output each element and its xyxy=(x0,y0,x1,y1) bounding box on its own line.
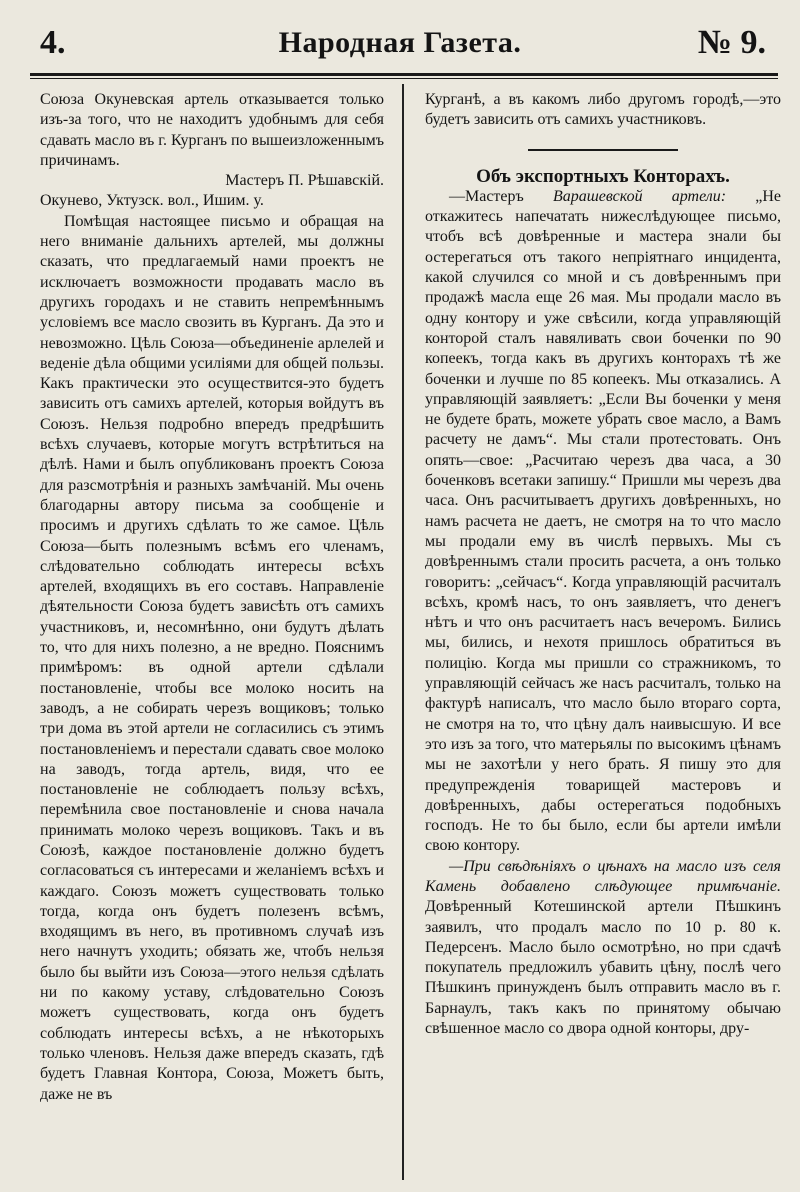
letter-paragraph xyxy=(425,187,781,857)
note-body: Довѣренный Котешинской артели Пѣшкинъ заявилъ, что продалъ масло по 10 р. 80 к. Педерсенъ. Масло было осмотрѣно, но при сдачѣ покупатель предложилъ убавить цѣну, послѣ чего Пѣшкинъ принужденъ былъ отправить масло въ г. Барнаулъ, такъ какъ по принятому обычаю свѣшенное масло со двора одной конторы, дру- xyxy=(425,898,781,1038)
column-divider xyxy=(402,84,404,1180)
letter-ending: Союза Окуневская артель отказывается только изъ-за того, что не находитъ удобнымъ для себя сдавать масло въ г. Курганъ по вышеизложеннымъ причинамъ. xyxy=(40,91,384,169)
section-title: Объ экспортныхъ Конторахъ. xyxy=(476,165,730,187)
letter-author: Варашевской артели: xyxy=(552,187,727,205)
header-rule-thin xyxy=(30,78,778,79)
letter-lead: —Мастеръ xyxy=(449,187,553,205)
editorial-continuation: Курганѣ, а въ какомъ либо другомъ городѣ,—это будетъ зависить отъ самихъ участниковъ. xyxy=(425,91,781,129)
letter-location: Окунево, Уктузск. вол., Ишим. у. xyxy=(40,192,264,210)
note-paragraph xyxy=(425,857,781,1040)
note-lead: —При свѣдѣніяхъ о цѣнахъ на масло изъ селя Камень добавлено слѣдующее примѣчаніе. xyxy=(425,857,781,895)
letter-body: „Не откажитесь напечатать нижеслѣдующее письмо, чтобъ всѣ довѣренные и мастера знали бы остерегаться отъ такого непріятнаго инцидента, какой случился со мной и съ довѣреннымъ при продажѣ масла еще 26 мая. Мы продали масло въ одну контору и уже свѣсили, когда управляющій конторой сталъ навяливать свои боченки по 90 копеекъ, тогда какъ въ другихъ конторахъ тѣ же боченки и лучше по 85 копеекъ. Мы отказались. А управляющій заявляетъ: „Если Вы боченки у меня не будете брать, можете убрать свое масло, а Вамъ расчету не дамъ“. Мы стали протестовать. Онъ опять—свое: „Расчитаю черезъ два часа, а 30 боченковъ всетаки запишу.“ Пришли мы черезъ два часа. Онъ расчитываетъ другихъ довѣренныхъ, но намъ расчета не даетъ, не смотря на то что масло мы продали ему въ числѣ первыхъ. Мы съ довѣреннымъ стали просить расчета, а онъ только говоритъ: „сейчасъ“. Когда управляющій расчиталъ всѣхъ, кромѣ насъ, то онъ заявляетъ, что денегъ нѣтъ и что онъ расчитаетъ насъ вечеромъ. Бились мы, бились, и нехотя пришлось обратиться въ полицію. Когда мы пришли со стражникомъ, то управляющій сейчасъ же насъ расчиталъ, только на фактурѣ написалъ, что масло было втораго сорта, не смотря на то, что цѣну далъ наивысшую. И все это изъ за того, что матерьялы по высокимъ цѣнамъ мы не захотѣли у него брать. Я пишу это для предупрежденія товарищей мастеровъ и довѣренныхъ, дабы остерегаться подобныхъ господъ. Не то бы было, если бы артели имѣли свою контору. xyxy=(425,187,781,855)
section-divider xyxy=(528,149,678,151)
letter-signature: Мастеръ П. Рѣшавскій. xyxy=(225,172,384,190)
header-rule-thick xyxy=(30,73,778,76)
editorial-paragraph: Помѣщая настоящее письмо и обращая на него вниманіе дальнихъ артелей, мы должны сказать, что предлагаемый нами проектъ не исключаетъ возможности продавать масло въ другихъ городахъ и не ставить непремѣннымъ условіемъ все масло свозить въ Курганъ. Да это и невозможно. Цѣль Союза—объединеніе арлелей и веденіе дѣла общими усиліями для общей пользы. Какъ практически это осуществится-это будетъ зависить отъ самихъ артелей, которыя войдутъ въ Союзъ. Нельзя подробно впередъ предрѣшить всѣхъ случаевъ, которые могутъ встрѣтиться на дѣлѣ. Нами и былъ опубликованъ проектъ Союза для разсмотрѣнія и разныхъ замѣчаній. Мы очень благодарны автору письма за сообщеніе и просимъ и другихъ сдѣлать то же самое. Цѣль Союза—быть полезнымъ всѣмъ его членамъ, слѣдовательно соблюдать интересы всѣхъ артелей, входящихъ въ его составъ. Направленіе дѣятельности Союза будетъ зависѣть отъ самихъ участниковъ, и, несомнѣнно, они будутъ дѣлать то, что для нихъ полезно, а не вредно. Пояснимъ примѣромъ: въ одной артели сдѣлали постановленіе, чтобы все молоко носить на заводъ, а не собирать черезъ вощиковъ; только три дома въ этой артели не согласились съ этимъ постановленіемъ и перестали сдавать свое молоко на заводъ, тогда артель, видя, что ее постановленіе не соблюдаетъ пользу всѣхъ, перемѣнила свое постановленіе и снова начала принимать молоко черезъ вощиковъ. Такъ и въ Союзѣ, каждое постановленіе должно будетъ согласоваться съ интересами и желаніемъ всѣхъ и каждаго. Союзъ можетъ существовать только тогда, когда онъ будетъ полезенъ всѣмъ, входящимъ въ него, въ противномъ случаѣ изъ него начнутъ уходить; обязать же, чтобъ нельзя было бы выйти изъ Союза—этого нельзя сдѣлать ни по какому уставу, слѣдовательно Союзъ можетъ существовать, когда онъ будетъ соблюдать интересы всѣхъ, а не нѣкоторыхъ только членовъ. Нельзя даже впередъ сказать, гдѣ будетъ Главная Контора, Союза, Можетъ быть, даже не въ xyxy=(40,212,384,1103)
issue-number: № 9. xyxy=(697,24,766,61)
left-column xyxy=(40,90,384,1105)
right-column xyxy=(425,90,781,1039)
page-number: 4. xyxy=(40,24,66,61)
newspaper-title: Народная Газета. xyxy=(278,26,522,59)
page-header xyxy=(0,20,800,68)
